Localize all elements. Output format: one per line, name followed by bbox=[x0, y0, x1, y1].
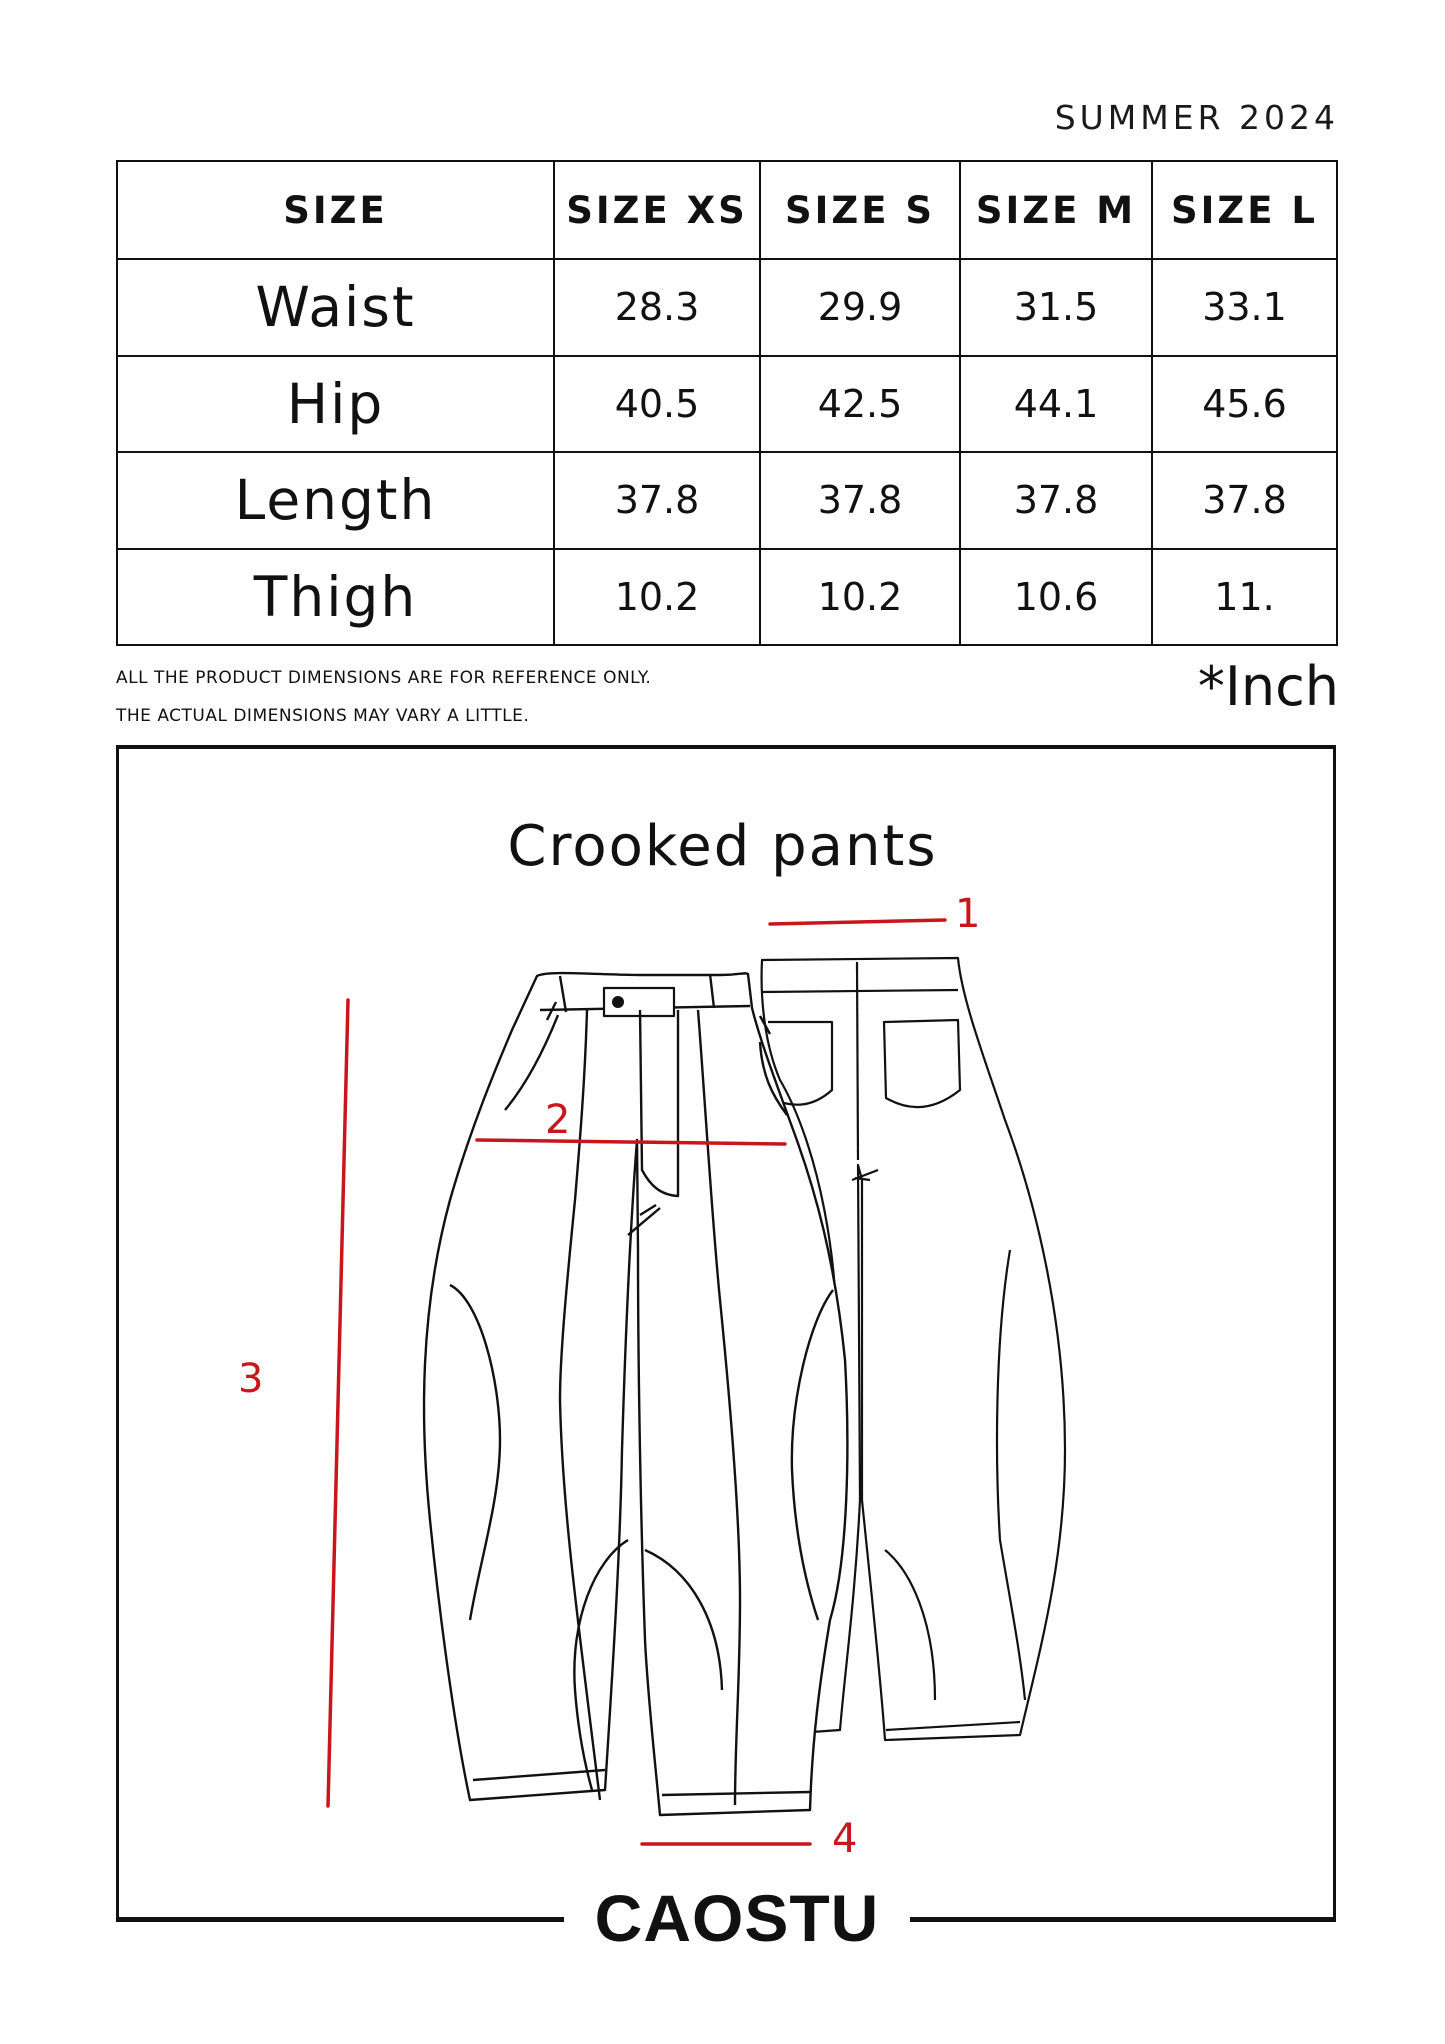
season-label: SUMMER 2024 bbox=[1054, 98, 1339, 137]
table-cell: 29.9 bbox=[760, 259, 960, 356]
variance-note: THE ACTUAL DIMENSIONS MAY VARY A LITTLE. bbox=[116, 706, 530, 726]
brand-logo-text: CAOSTU bbox=[594, 1881, 880, 1955]
pants-front-view bbox=[424, 973, 847, 1815]
table-cell: 45.6 bbox=[1152, 356, 1337, 453]
header-size-xs: SIZE XS bbox=[554, 161, 760, 259]
row-label-waist: Waist bbox=[117, 259, 554, 356]
header-size-m: SIZE M bbox=[960, 161, 1152, 259]
measure-label-1: 1 bbox=[955, 891, 981, 937]
reference-note: ALL THE PRODUCT DIMENSIONS ARE FOR REFERENCE ONLY. bbox=[116, 668, 652, 688]
table-cell: 44.1 bbox=[960, 356, 1152, 453]
header-size-l: SIZE L bbox=[1152, 161, 1337, 259]
measure-line-length bbox=[328, 1000, 348, 1806]
header-size-s: SIZE S bbox=[760, 161, 960, 259]
header-size: SIZE bbox=[117, 161, 554, 259]
table-cell: 11. bbox=[1152, 549, 1337, 646]
table-cell: 37.8 bbox=[760, 452, 960, 549]
table-cell: 37.8 bbox=[1152, 452, 1337, 549]
measure-label-4: 4 bbox=[832, 1816, 858, 1862]
row-label-thigh: Thigh bbox=[117, 549, 554, 646]
table-cell: 10.6 bbox=[960, 549, 1152, 646]
table-cell: 10.2 bbox=[760, 549, 960, 646]
table-cell: 33.1 bbox=[1152, 259, 1337, 356]
measure-line-waist bbox=[770, 920, 945, 924]
measure-label-2: 2 bbox=[545, 1097, 571, 1143]
table-cell: 42.5 bbox=[760, 356, 960, 453]
table-cell: 37.8 bbox=[960, 452, 1152, 549]
table-cell: 10.2 bbox=[554, 549, 760, 646]
table-cell: 37.8 bbox=[554, 452, 760, 549]
measure-label-3: 3 bbox=[238, 1356, 264, 1402]
unit-label: *Inch bbox=[1197, 655, 1339, 718]
table-cell: 28.3 bbox=[554, 259, 760, 356]
product-title: Crooked pants bbox=[507, 814, 938, 879]
row-label-hip: Hip bbox=[117, 356, 554, 453]
table-cell: 40.5 bbox=[554, 356, 760, 453]
table-cell: 31.5 bbox=[960, 259, 1152, 356]
row-label-length: Length bbox=[117, 452, 554, 549]
